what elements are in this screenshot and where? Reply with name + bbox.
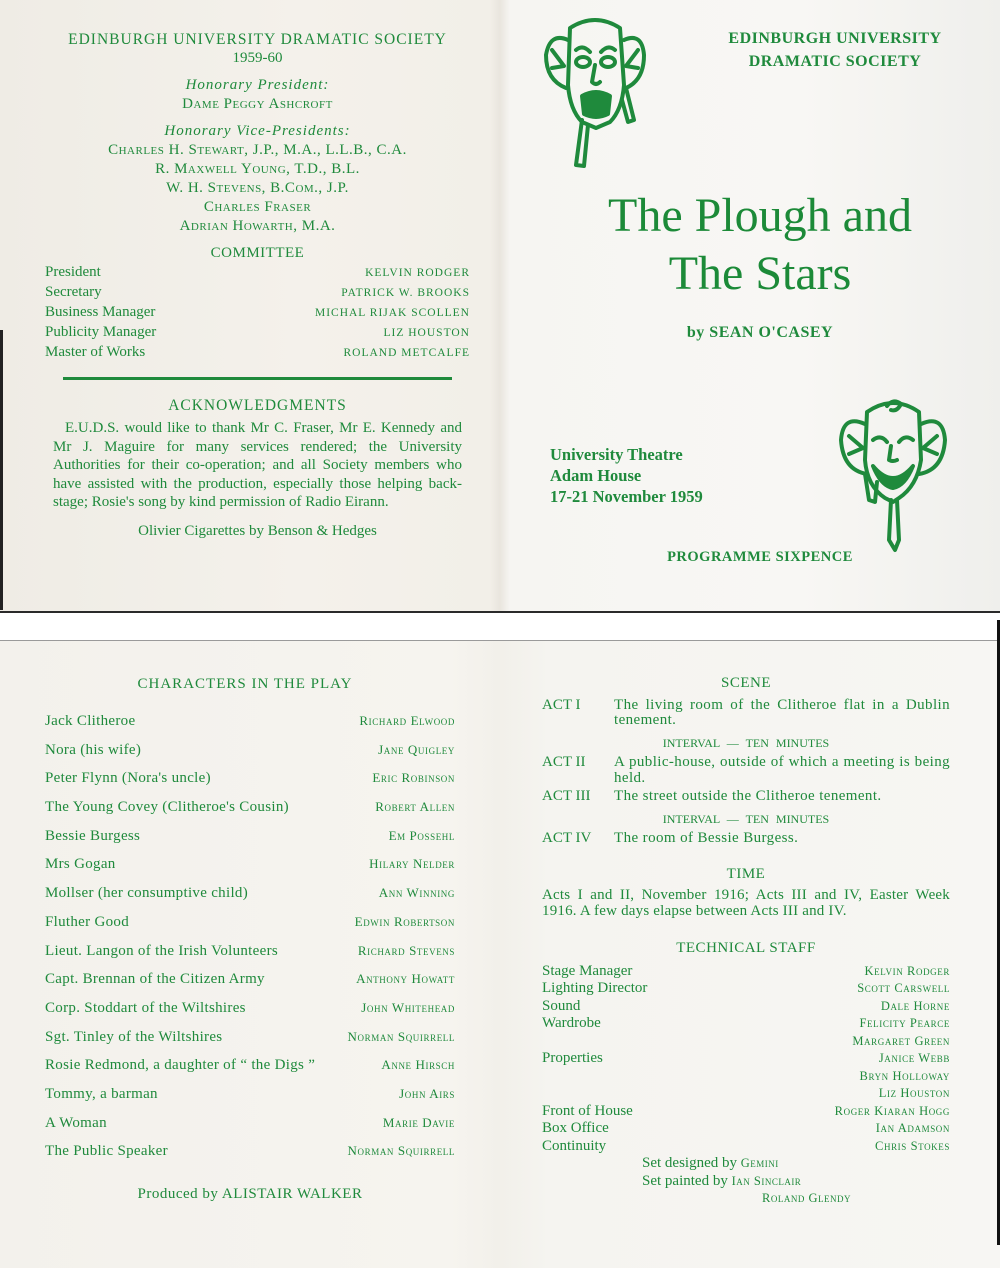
character-name: Lieut. Langon of the Irish Volunteers bbox=[45, 942, 279, 959]
actor-name: Jane Quigley bbox=[378, 741, 455, 757]
set-designer: Gemini bbox=[740, 1156, 779, 1170]
actor-name: Richard Stevens bbox=[357, 942, 455, 958]
actor-name: Anne Hirsch bbox=[381, 1057, 455, 1073]
character-name: Sgt. Tinley of the Wiltshires bbox=[45, 1028, 223, 1045]
staff-member: Roger Kiaran Hogg bbox=[834, 1103, 950, 1118]
vice-president: R. Maxwell Young, T.D., B.L. bbox=[155, 161, 360, 177]
department: Front of House bbox=[542, 1102, 633, 1119]
play-title bbox=[540, 187, 980, 303]
honorary-president-label: Honorary President: bbox=[185, 77, 330, 93]
cast-list bbox=[45, 713, 455, 1172]
character-name: Rosie Redmond, a daughter of “ the Digs ” bbox=[45, 1057, 316, 1074]
actor-name: Norman Squirrell bbox=[347, 1143, 455, 1159]
committee-row bbox=[45, 303, 470, 323]
character-name: Nora (his wife) bbox=[45, 741, 142, 758]
staff-names bbox=[875, 1138, 950, 1156]
committee-row bbox=[45, 323, 470, 343]
actor-name: Ann Winning bbox=[378, 885, 455, 901]
department: Stage Manager bbox=[542, 962, 633, 979]
actor-name: John Whitehead bbox=[361, 999, 455, 1015]
committee-role: Publicity Manager bbox=[45, 324, 157, 340]
tragedy-mask-icon bbox=[540, 10, 650, 170]
staff-names bbox=[876, 1120, 950, 1138]
cast-row bbox=[45, 914, 455, 943]
tech-staff-row bbox=[542, 1103, 950, 1121]
tech-staff-row bbox=[542, 1050, 950, 1103]
venue-block bbox=[550, 444, 703, 507]
cast-row bbox=[45, 885, 455, 914]
divider-rule bbox=[63, 377, 452, 380]
actor-name: Eric Robinson bbox=[372, 770, 455, 786]
committee-member: PATRICK W. BROOKS bbox=[341, 287, 470, 299]
venue-building: Adam House bbox=[550, 466, 642, 485]
interval-note: INTERVAL — TEN MINUTES bbox=[662, 811, 830, 826]
comedy-mask-icon bbox=[835, 390, 950, 555]
society-page bbox=[45, 30, 470, 541]
author: by SEAN O'CASEY bbox=[686, 324, 834, 341]
cast-row bbox=[45, 1057, 455, 1086]
committee-member: KELVIN RODGER bbox=[365, 267, 470, 279]
interval-note: INTERVAL — TEN MINUTES bbox=[662, 735, 830, 750]
act-row bbox=[542, 698, 950, 729]
committee-list bbox=[45, 263, 470, 363]
act-label: ACT II bbox=[542, 754, 586, 770]
act-row bbox=[542, 755, 950, 786]
staff-member: Bryn Holloway bbox=[859, 1068, 950, 1083]
actor-name: Anthony Howatt bbox=[356, 971, 455, 987]
cast-row bbox=[45, 971, 455, 1000]
characters-page bbox=[45, 676, 455, 1203]
set-painted-label: Set painted by bbox=[642, 1172, 728, 1189]
cast-row bbox=[45, 742, 455, 771]
act-description: The room of Bessie Burgess. bbox=[614, 830, 799, 846]
set-credits bbox=[642, 1155, 950, 1208]
department: Wardrobe bbox=[542, 1015, 601, 1031]
tech-staff-row bbox=[542, 1015, 950, 1050]
vice-president: Charles Fraser bbox=[203, 199, 312, 215]
committee-role: President bbox=[45, 264, 101, 280]
vice-presidents-list bbox=[45, 141, 470, 236]
staff-member: Kelvin Rodger bbox=[864, 963, 950, 978]
cover-society-line: EDINBURGH UNIVERSITY bbox=[728, 30, 942, 47]
character-name: Mollser (her consumptive child) bbox=[45, 885, 249, 902]
act-row bbox=[542, 831, 950, 847]
set-painted-line bbox=[642, 1173, 950, 1191]
set-painter: Ian Sinclair bbox=[731, 1173, 802, 1188]
cast-row bbox=[45, 770, 455, 799]
cast-row bbox=[45, 1000, 455, 1029]
character-name: Corp. Stoddart of the Wiltshires bbox=[45, 999, 246, 1016]
tech-staff-row bbox=[542, 980, 950, 998]
staff-names bbox=[881, 998, 950, 1016]
staff-member: Margaret Green bbox=[852, 1033, 950, 1048]
scene-title: SCENE bbox=[720, 675, 771, 691]
cast-row bbox=[45, 799, 455, 828]
act-label: ACT IV bbox=[542, 830, 592, 846]
cast-row bbox=[45, 713, 455, 742]
sponsor-line: Olivier Cigarettes by Benson & Hedges bbox=[138, 522, 377, 539]
play-title-line: The Plough and bbox=[608, 189, 912, 242]
committee-member: LIZ HOUSTON bbox=[383, 327, 470, 339]
tech-staff-row bbox=[542, 1120, 950, 1138]
actor-name: Robert Allen bbox=[375, 799, 455, 815]
cast-row bbox=[45, 1115, 455, 1144]
set-designed-line bbox=[642, 1155, 950, 1173]
staff-names bbox=[860, 1050, 950, 1103]
cast-row bbox=[45, 1086, 455, 1115]
committee-row bbox=[45, 343, 470, 363]
actor-name: Em Possehl bbox=[388, 827, 455, 843]
staff-member: Dale Horne bbox=[880, 998, 950, 1013]
cast-row bbox=[45, 856, 455, 885]
act-label: ACT I bbox=[542, 696, 581, 713]
staff-member: Ian Adamson bbox=[875, 1121, 950, 1135]
play-title-line: The Stars bbox=[668, 247, 852, 300]
actor-name: John Airs bbox=[399, 1085, 455, 1101]
tech-staff-row bbox=[542, 1138, 950, 1156]
tech-staff-row bbox=[542, 998, 950, 1016]
society-name: EDINBURGH UNIVERSITY DRAMATIC SOCIETY bbox=[68, 31, 447, 48]
technical-staff-list bbox=[542, 963, 950, 1156]
staff-member: Felicity Pearce bbox=[859, 1016, 950, 1030]
vice-president: Charles H. Stewart, J.P., M.A., L.L.B., C.A. bbox=[108, 142, 407, 158]
cover-society-name bbox=[700, 27, 970, 73]
committee-title: COMMITTEE bbox=[210, 245, 305, 261]
vice-president: Adrian Howarth, M.A. bbox=[179, 218, 336, 234]
characters-title: CHARACTERS IN THE PLAY bbox=[137, 676, 353, 692]
honorary-president: Dame Peggy Ashcroft bbox=[182, 96, 333, 112]
committee-row bbox=[45, 283, 470, 303]
committee-role: Master of Works bbox=[45, 344, 146, 360]
actor-name: Marie Davie bbox=[382, 1114, 455, 1130]
time-text: Acts I and II, November 1916; Acts III and IV, Easter Week 1916. A few days elapse between Acts III and IV. bbox=[542, 887, 950, 919]
staff-member: Janice Webb bbox=[878, 1051, 950, 1065]
character-name: Bessie Burgess bbox=[45, 827, 141, 844]
set-designed-label: Set designed by bbox=[642, 1155, 737, 1171]
act-description: A public-house, outside of which a meeting is being held. bbox=[614, 754, 950, 786]
act-label: ACT III bbox=[542, 788, 591, 804]
set-painter: Roland Glendy bbox=[762, 1191, 851, 1205]
tech-staff-row bbox=[542, 963, 950, 981]
committee-role: Secretary bbox=[45, 284, 102, 300]
character-name: Tommy, a barman bbox=[45, 1085, 158, 1102]
programme-price: PROGRAMME SIXPENCE bbox=[667, 549, 853, 565]
cast-row bbox=[45, 828, 455, 857]
act-description: The street outside the Clitheroe tenement. bbox=[614, 788, 882, 804]
character-name: Jack Clitheroe bbox=[45, 713, 136, 729]
character-name: Capt. Brennan of the Citizen Army bbox=[45, 971, 265, 988]
cast-row bbox=[45, 943, 455, 972]
technical-staff-title: TECHNICAL STAFF bbox=[676, 940, 816, 956]
character-name: The Young Covey (Clitheroe's Cousin) bbox=[45, 799, 289, 816]
vice-president: W. H. Stevens, B.Com., J.P. bbox=[166, 180, 349, 196]
department: Sound bbox=[542, 997, 581, 1014]
department: Box Office bbox=[542, 1120, 609, 1136]
character-name: The Public Speaker bbox=[45, 1143, 168, 1160]
staff-member: Scott Carswell bbox=[857, 981, 950, 995]
character-name: A Woman bbox=[45, 1114, 107, 1131]
time-title: TIME bbox=[726, 865, 766, 882]
acknowledgments-text: E.U.D.S. would like to thank Mr C. Fraser, Mr E. Kennedy and Mr J. Maguire for many services rendered; the University Authorities for their co-operation; and all Society members who have assisted with the production, especially those helping back-stage; Rosie's song by kind permission of Radio Eirann. bbox=[53, 420, 462, 510]
cover-page bbox=[510, 0, 1000, 610]
actor-name: Edwin Robertson bbox=[354, 913, 455, 929]
act-description: The living room of the Clitheroe flat in a Dublin tenement. bbox=[614, 696, 950, 728]
department: Continuity bbox=[542, 1137, 607, 1154]
character-name: Mrs Gogan bbox=[45, 856, 116, 873]
actor-name: Richard Elwood bbox=[359, 713, 455, 728]
act-row bbox=[542, 789, 950, 805]
sheet-shadow-edge bbox=[0, 330, 3, 610]
staff-member: Liz Houston bbox=[878, 1086, 950, 1100]
character-name: Peter Flynn (Nora's uncle) bbox=[45, 770, 211, 787]
department: Properties bbox=[542, 1050, 603, 1066]
committee-member: MICHAL RIJAK SCOLLEN bbox=[314, 307, 470, 319]
season: 1959-60 bbox=[232, 50, 283, 66]
staff-names bbox=[835, 1103, 950, 1121]
department: Lighting Director bbox=[542, 980, 648, 996]
set-painted-line bbox=[762, 1190, 950, 1208]
staff-member: Chris Stokes bbox=[875, 1138, 950, 1153]
character-name: Fluther Good bbox=[45, 913, 130, 930]
cast-row bbox=[45, 1029, 455, 1058]
committee-role: Business Manager bbox=[45, 304, 156, 320]
producer-credit: Produced by ALISTAIR WALKER bbox=[137, 1186, 363, 1202]
staff-names bbox=[852, 1015, 950, 1050]
scene-page bbox=[542, 676, 950, 1208]
staff-names bbox=[857, 980, 950, 998]
actor-name: Norman Squirrell bbox=[347, 1028, 455, 1044]
performance-dates: 17-21 November 1959 bbox=[550, 487, 703, 506]
committee-member: ROLAND METCALFE bbox=[343, 347, 470, 359]
cover-society-line: DRAMATIC SOCIETY bbox=[748, 53, 922, 70]
cast-row bbox=[45, 1143, 455, 1172]
staff-names bbox=[865, 963, 950, 981]
acknowledgments-title: ACKNOWLEDGMENTS bbox=[168, 397, 347, 414]
vice-presidents-label: Honorary Vice-Presidents: bbox=[164, 123, 351, 139]
venue-name: University Theatre bbox=[550, 445, 683, 464]
committee-row bbox=[45, 263, 470, 283]
actor-name: Hilary Nelder bbox=[369, 856, 455, 872]
